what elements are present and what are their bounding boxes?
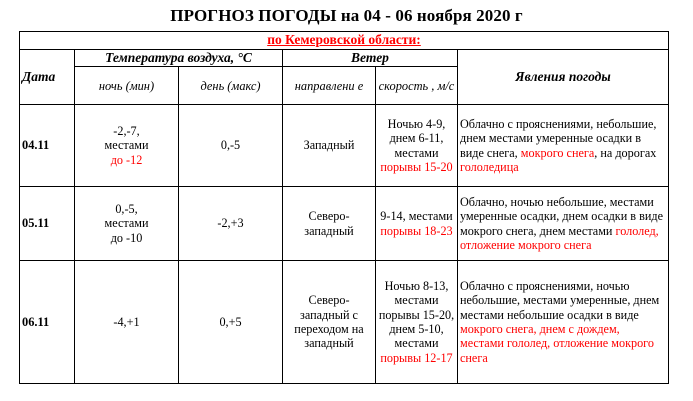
wind-speed-cell (376, 105, 458, 187)
header-phenomena: Явления погоды (458, 50, 669, 105)
page-title: ПРОГНОЗ ПОГОДЫ на 04 - 06 ноября 2020 г (170, 6, 523, 25)
phenomena-warning-2: гололедица (460, 159, 519, 174)
phenomena-text-2: , на дорогах (594, 145, 657, 160)
date-cell: 06.11 (20, 261, 75, 384)
wind-gusts: порывы 18-23 (380, 223, 453, 238)
date-cell: 04.11 (20, 105, 75, 187)
wind-direction-cell: Северо-западный (283, 187, 376, 261)
table-row (20, 187, 669, 261)
night-temp-note: местами (104, 216, 149, 231)
phenomena-warning: гололед, отложение мокрого снега (460, 223, 659, 252)
header-speed: скорость , м/с (376, 67, 458, 105)
header-row-1 (20, 50, 669, 67)
wind-direction-cell: Западный (283, 105, 376, 187)
date-cell: 05.11 (20, 187, 75, 261)
night-temp-extreme: до -12 (110, 152, 143, 167)
day-temp-cell: 0,-5 (179, 105, 283, 187)
table-row (20, 261, 669, 384)
night-temp-value: -2,-7, (113, 123, 140, 138)
wind-gusts: порывы 12-17 (380, 350, 453, 365)
day-temp-cell: 0,+5 (179, 261, 283, 384)
phenomena-cell (458, 187, 669, 261)
wind-speed-cell (376, 187, 458, 261)
header-direction: направлени е (283, 67, 376, 105)
header-day: день (макс) (179, 67, 283, 105)
phenomena-text: Облачно с прояснениями, небольшие, днем местами умеренные осадки в виде снега, (460, 116, 657, 160)
night-temp-note: местами (104, 138, 149, 153)
wind-direction-cell: Северо-западный с переходом на западный (283, 261, 376, 384)
day-temp-cell: -2,+3 (179, 187, 283, 261)
phenomena-warning: мокрого снега, днем с дождем, местами гололед, отложение мокрого снега (460, 322, 654, 365)
phenomena-text: Облачно с прояснениями, ночью небольшие, местами умеренные, днем местами небольшие осадки в виде (460, 278, 660, 322)
night-temp-value: 0,-5, (115, 201, 138, 216)
wind-gusts: порывы 15-20 (380, 159, 453, 174)
night-temp-cell: -4,+1 (75, 261, 179, 384)
phenomena-cell (458, 105, 669, 187)
phenomena-cell (458, 261, 669, 384)
phenomena-warning: мокрого снега (520, 145, 595, 160)
region-label: по Кемеровской области: (267, 32, 421, 48)
header-wind: Ветер (283, 50, 458, 67)
night-temp-extreme: до -10 (110, 230, 143, 245)
header-temperature: Температура воздуха, °С (75, 50, 283, 67)
region-cell (20, 32, 669, 50)
table-row (20, 105, 669, 187)
forecast-table (19, 31, 669, 384)
wind-speed-value: 9-14, местами (380, 209, 453, 224)
night-temp-cell (75, 105, 179, 187)
wind-speed-value: Ночью 4-9, днем 6-11, местами (387, 116, 446, 160)
night-temp-cell (75, 187, 179, 261)
wind-speed-value: Ночью 8-13, местами порывы 15-20, днем 5-10, местами (378, 278, 455, 351)
header-night: ночь (мин) (75, 67, 179, 105)
phenomena-text: Облачно, ночью небольшие, местами умеренные осадки, днем осадки в виде мокрого снега, днем местами (460, 194, 663, 238)
region-row (20, 32, 669, 50)
header-date: Дата (20, 50, 75, 105)
wind-speed-cell (376, 261, 458, 384)
